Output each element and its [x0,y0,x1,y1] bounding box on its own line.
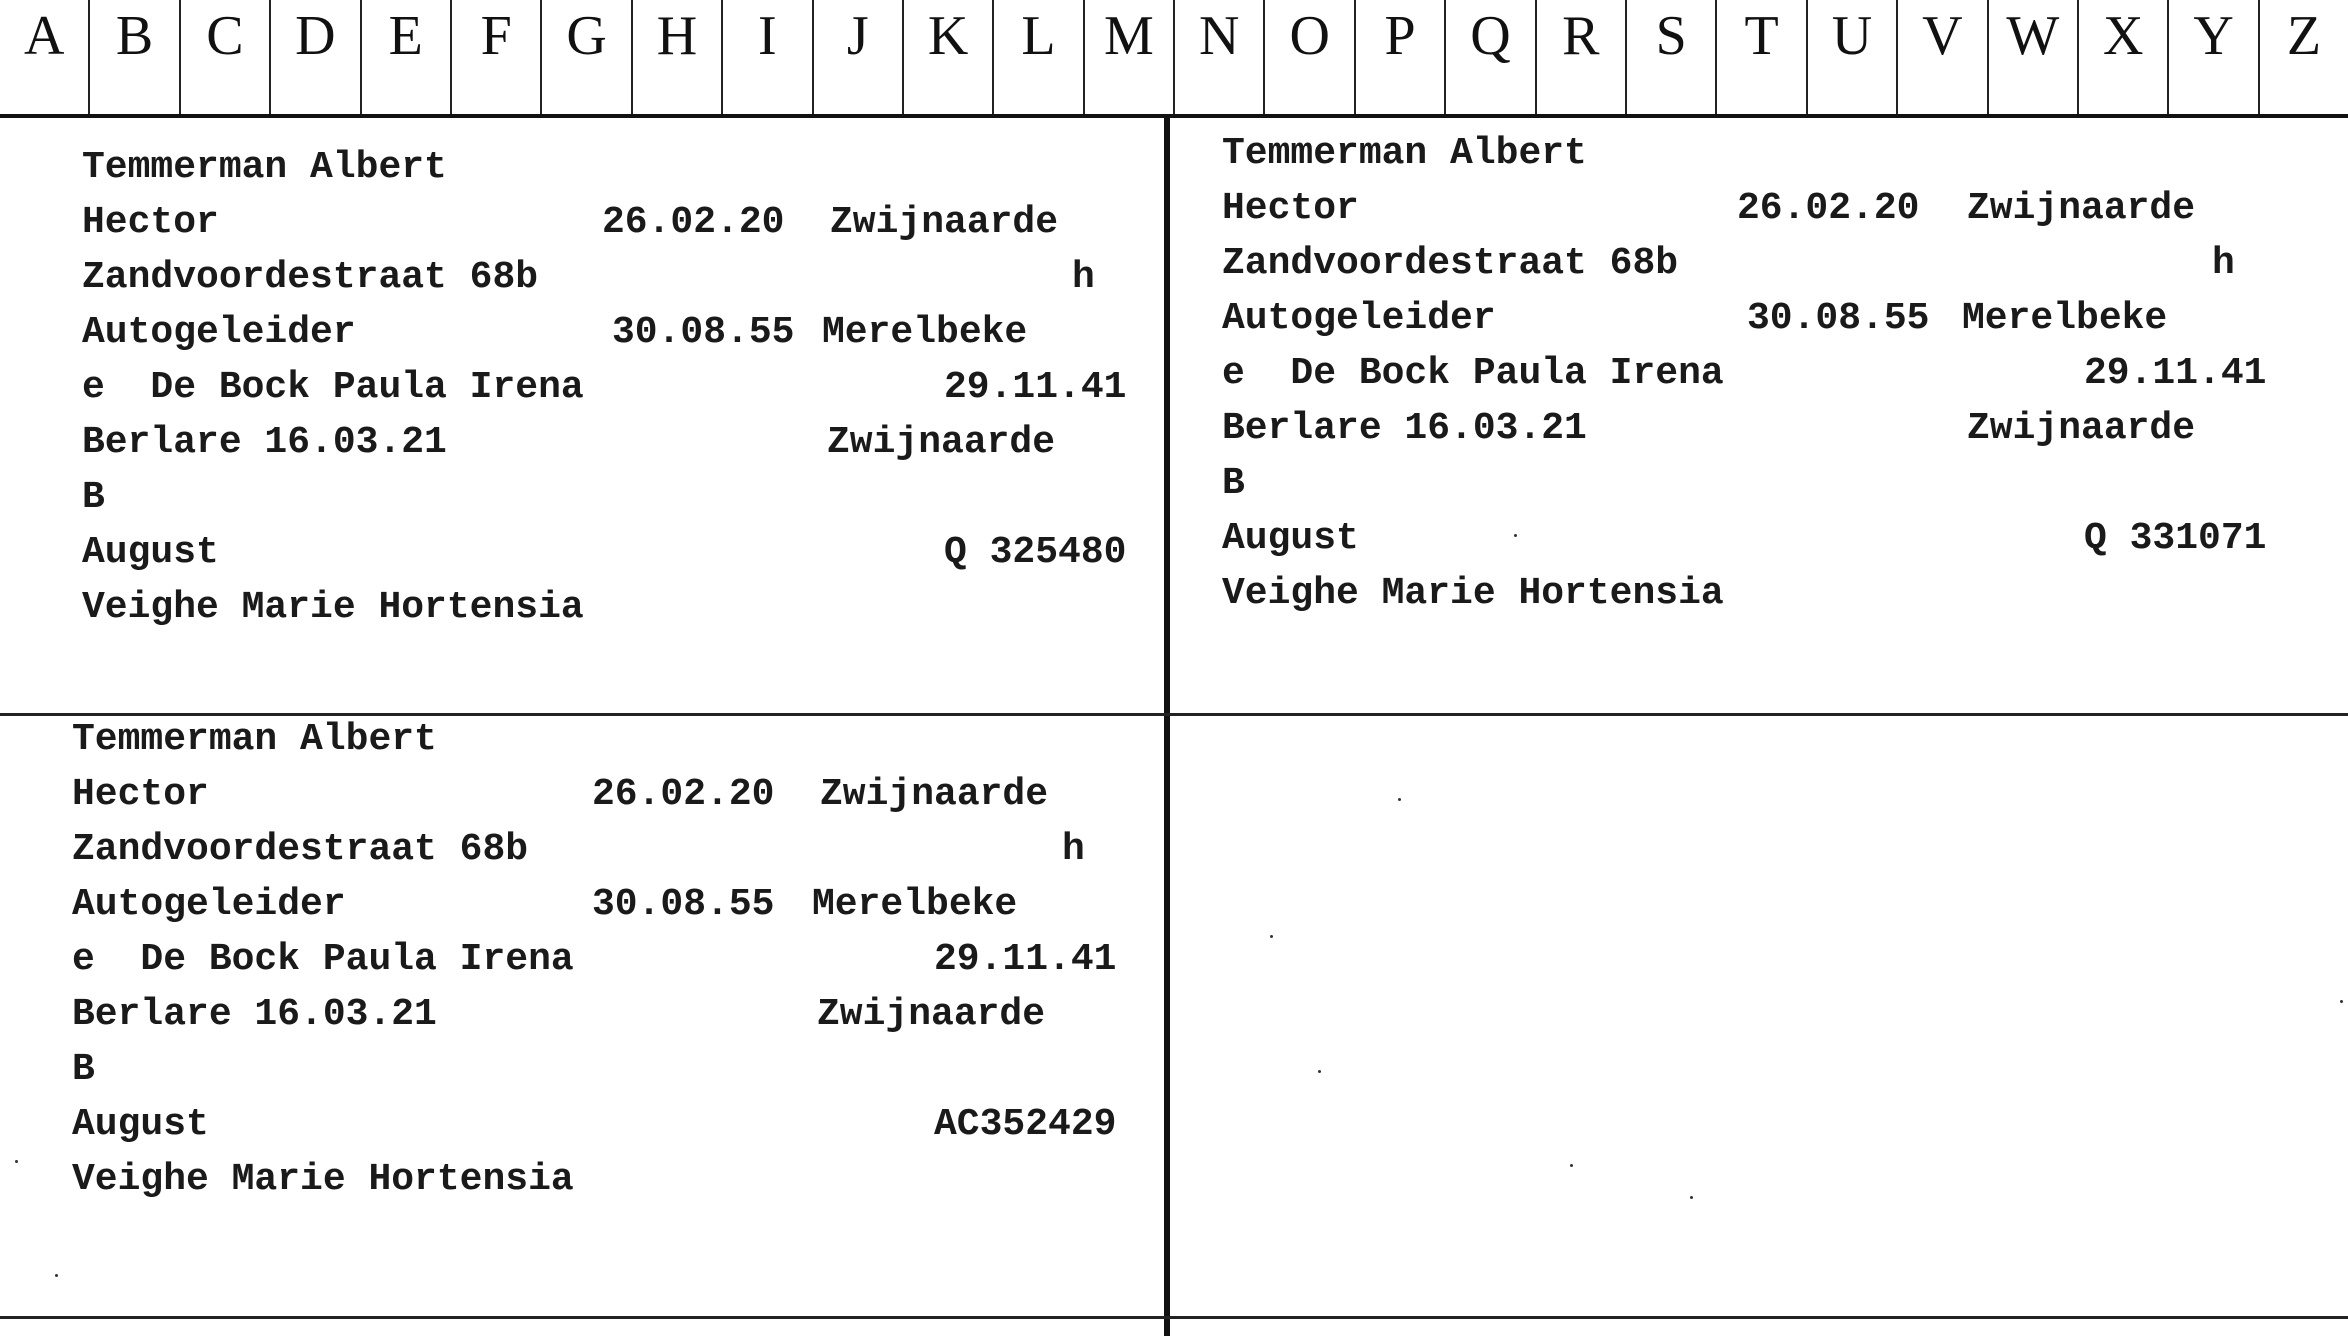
alphabet-letter: D [269,0,359,114]
scan-speck [1398,798,1401,801]
occupation: Autogeleider [82,311,356,354]
place-2: Merelbeke [812,883,1018,926]
card-line [1222,181,2292,236]
surname: Temmerman Albert [72,718,437,761]
alphabet-letter: T [1715,0,1805,114]
index-card-2 [1222,126,2292,621]
card-line [1222,346,2292,401]
scan-speck [1570,1164,1573,1167]
card-line [72,1152,1142,1207]
scan-speck [1270,935,1273,938]
scan-speck [2340,1000,2343,1003]
birth-place: Zwijnaarde [830,201,1059,244]
spouse-line: e De Bock Paula Irena [1222,352,1724,395]
alphabet-letter: J [812,0,902,114]
scan-speck [1690,1196,1693,1199]
spouse-date: 29.11.41 [944,366,1127,409]
card-line [72,1097,1142,1152]
card-line [1222,566,2292,621]
surname: Temmerman Albert [82,146,447,189]
alphabet-letter: A [23,5,65,67]
spouse-birth: Berlare 16.03.21 [82,421,447,464]
date-2: 30.08.55 [612,311,795,354]
scan-speck [1318,1070,1321,1073]
card-line [1222,236,2292,291]
card-line [72,822,1142,877]
alphabet-letter: E [360,0,450,114]
father: August [72,1103,209,1146]
birth-date: 26.02.20 [602,201,785,244]
alphabet-letter: B [88,0,178,114]
scan-speck [55,1274,58,1277]
card-line [72,877,1142,932]
spouse-birth: Berlare 16.03.21 [72,993,437,1036]
alphabet-letter: F [450,0,540,114]
address-mark: h [1062,828,1085,871]
alphabet-letter: N [1173,0,1263,114]
spouse-line: e De Bock Paula Irena [82,366,584,409]
mark: B [72,1048,95,1091]
card-line [1222,511,2292,566]
reference-number: AC352429 [934,1103,1117,1146]
alphabet-letter: R [1535,0,1625,114]
alphabet-letter: X [2077,0,2167,114]
reference-number: Q 325480 [944,531,1127,574]
alphabet-letter: Z [2258,0,2348,114]
date-2: 30.08.55 [1747,297,1930,340]
card-line [72,712,1142,767]
alphabet-letter: U [1806,0,1896,114]
spouse-line: e De Bock Paula Irena [72,938,574,981]
card-line [1222,126,2292,181]
card-line [82,195,1152,250]
scan-speck [1514,534,1517,537]
father: August [1222,517,1359,560]
place-2: Merelbeke [822,311,1028,354]
alphabet-letter: P [1354,0,1444,114]
birth-date: 26.02.20 [592,773,775,816]
first-name: Hector [82,201,219,244]
card-line [72,932,1142,987]
date-2: 30.08.55 [592,883,775,926]
scan-speck [15,1160,18,1163]
card-line [1222,456,2292,511]
card-line [82,415,1152,470]
alphabet-letter: V [1896,0,1986,114]
card-line [82,470,1152,525]
alphabet-letter: Q [1444,0,1534,114]
birth-place: Zwijnaarde [1967,187,2196,230]
index-card-3 [72,712,1142,1207]
address: Zandvoordestraat 68b [82,256,539,299]
alphabet-letter: I [721,0,811,114]
alphabet-letter: G [540,0,630,114]
mark: B [82,476,105,519]
card-line [82,305,1152,360]
residence: Zwijnaarde [817,993,1046,1036]
mother: Veighe Marie Hortensia [1222,572,1724,615]
occupation: Autogeleider [1222,297,1496,340]
birth-place: Zwijnaarde [820,773,1049,816]
alphabet-letter: H [631,0,721,114]
alphabet-letter: O [1263,0,1353,114]
spouse-birth: Berlare 16.03.21 [1222,407,1587,450]
mother: Veighe Marie Hortensia [82,586,584,629]
first-name: Hector [72,773,209,816]
index-card-1 [82,140,1152,635]
card-line [1222,291,2292,346]
card-line [82,525,1152,580]
residence: Zwijnaarde [827,421,1056,464]
residence: Zwijnaarde [1967,407,2196,450]
place-2: Merelbeke [1962,297,2168,340]
bottom-divider [0,1316,2348,1319]
card-line [72,987,1142,1042]
alphabet-letter: C [179,0,269,114]
card-line [72,767,1142,822]
alphabet-letter: M [1083,0,1173,114]
surname: Temmerman Albert [1222,132,1587,175]
mark: B [1222,462,1245,505]
alphabet-letter: Y [2167,0,2257,114]
address-mark: h [2212,242,2235,285]
card-line [1222,401,2292,456]
address: Zandvoordestraat 68b [72,828,529,871]
alphabet-letter: K [902,0,992,114]
card-line [82,250,1152,305]
vertical-divider [1164,118,1170,1336]
address-mark: h [1072,256,1095,299]
father: August [82,531,219,574]
mother: Veighe Marie Hortensia [72,1158,574,1201]
card-line [82,140,1152,195]
card-line [82,360,1152,415]
spouse-date: 29.11.41 [934,938,1117,981]
address: Zandvoordestraat 68b [1222,242,1679,285]
occupation: Autogeleider [72,883,346,926]
alphabet-index-bar [0,0,2348,118]
alphabet-letter: L [992,0,1082,114]
alphabet-letter: W [1987,0,2077,114]
card-line [82,580,1152,635]
birth-date: 26.02.20 [1737,187,1920,230]
spouse-date: 29.11.41 [2084,352,2267,395]
first-name: Hector [1222,187,1359,230]
alphabet-letter: S [1625,0,1715,114]
card-line [72,1042,1142,1097]
reference-number: Q 331071 [2084,517,2267,560]
